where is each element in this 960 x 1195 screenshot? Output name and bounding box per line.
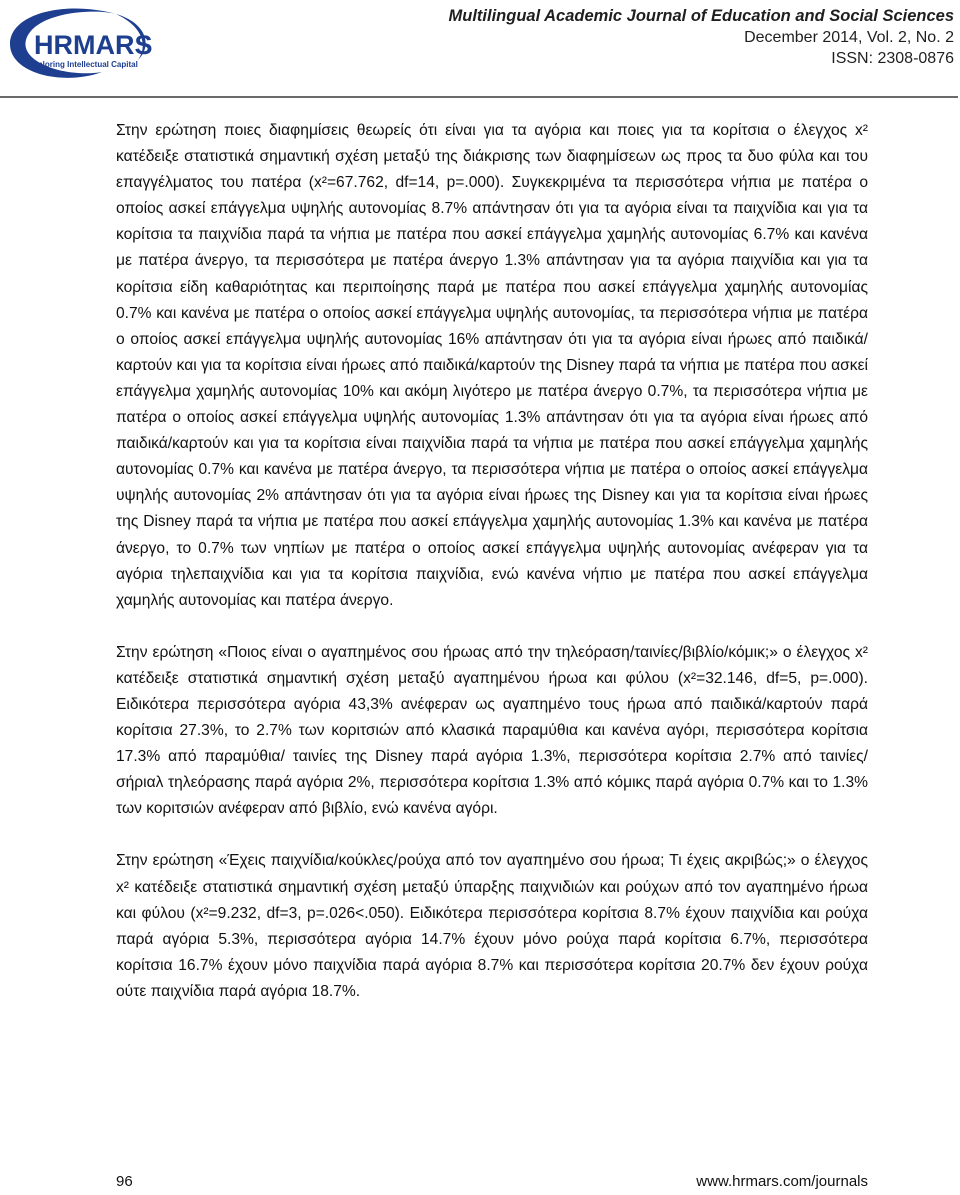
paragraph-3: Στην ερώτηση «Έχεις παιχνίδια/κούκλες/ρούχα από τον αγαπημένο σου ήρωα; Τι έχεις ακριβώς;» ο έλεγχος x² κατέδειξε στατιστικά σημαντική σχέση μεταξύ ύπαρξης παιχνιδιών και ρούχων από τον αγαπημένο ήρωα και φύλου (x²=9.232, df=3, p=.026<.050). Ειδικότερα περισσότερα κορίτσια 8.7% έχουν παιχνίδια και ρούχα παρά αγόρια 5.3%, περισσότερα αγόρια 14.7% έχουν μόνο ρούχα παρά κορίτσια 6.7%, περισσότερα κορίτσια 16.7% έχουν μόνο παιχνίδια παρά αγόρια 8.7% και περισσότερα κορίτσια 20.7% δεν έχουν ρούχα ούτε παιχνίδια παρά αγόρια 18.7%.	[116, 852, 868, 1000]
logo-brand: HRMARS	[34, 30, 153, 60]
page-number: 96	[116, 1173, 133, 1190]
article-body	[116, 118, 868, 1031]
journal-issn: ISSN: 2308-0876	[831, 50, 954, 67]
paragraph-1: Στην ερώτηση ποιες διαφημίσεις θεωρείς ότι είναι για τα αγόρια και ποιες για τα κορίτσια ο έλεγχος x² κατέδειξε στατιστικά σημαντική σχέση μεταξύ της διάκρισης των διαφημίσεων ως προς τα δυο φύλα και του επαγγέλματος του πατέρα (x²=67.762, df=14, p=.000). Συγκεκριμένα τα περισσότερα νήπια με πατέρα ο οποίος ασκεί επάγγελμα υψηλής αυτονομίας 8.7% απάντησαν ότι για τα αγόρια είναι τα παιχνίδια και για τα κορίτσια τα παιχνίδια παρά τα νήπια με πατέρα που ασκεί επάγγελμα χαμηλής αυτονομίας 6.7% και κανένα με πατέρα άνεργο, τα περισσότερα με πατέρα άνεργο 1.3% απάντησαν για τα αγόρια παιχνίδια και για τα κορίτσια είδη καθαριότητας και περιποίησης παρά με πατέρα που ασκεί επάγγελμα χαμηλής αυτονομίας 0.7% και κανένα με πατέρα ο οποίος ασκεί επάγγελμα υψηλής αυτονομίας, τα περισσότερα νήπια με πατέρα ο οποίος ασκεί επάγγελμα υψηλής αυτονομίας 16% απάντησαν ότι για τα αγόρια είναι ήρωες από παιδικά/καρτούν και για τα κορίτσια είναι ήρωες από παιδικά/καρτούν της Disney παρά τα νήπια με πατέρα που ασκεί επάγγελμα χαμηλής αυτονομίας 10% και ακόμη λιγότερο με πατέρα άνεργο 0.7%, τα περισσότερα νήπια με πατέρα ο οποίος ασκεί επάγγελμα υψηλής αυτονομίας 1.3% απάντησαν ότι για τα αγόρια είναι ήρωες από παιδικά/καρτούν και για τα κορίτσια είναι παιχνίδια παρά τα νήπια με πατέρα που ασκεί επάγγελμα χαμηλής αυτονομίας 0.7% και κανένα με πατέρα άνεργο, τα περισσότερα νήπια με πατέρα ο οποίος ασκεί επάγγελμα υψηλής αυτονομίας 2% απάντησαν ότι για τα αγόρια είναι ήρωες της Disney και για τα κορίτσια είναι ήρωες της Disney παρά τα νήπια με πατέρα που ασκεί επάγγελμα χαμηλής αυτονομίας 1.3% και κανένα με πατέρα άνεργο, το 0.7% των νηπίων με πατέρα ο οποίος ασκεί επάγγελμα υψηλής αυτονομίας ανέφεραν για τα αγόρια τηλεπαιχνίδια και για τα κορίτσια παιχνίδια, ενώ κανένα νήπιο με πατέρα που ασκεί επάγγελμα χαμηλής αυτονομίας και πατέρα άνεργο.	[116, 122, 868, 609]
hrmars-logo	[4, 4, 154, 82]
page-header	[0, 0, 960, 100]
logo-tagline: Exploring Intellectual Capital	[28, 60, 138, 69]
journal-issue: December 2014, Vol. 2, No. 2	[744, 29, 954, 46]
journal-info	[449, 6, 955, 69]
footer-url[interactable]: www.hrmars.com/journals	[696, 1173, 868, 1190]
paragraph-2: Στην ερώτηση «Ποιος είναι ο αγαπημένος σου ήρωας από την τηλεόραση/ταινίες/βιβλίο/κόμικ;» ο έλεγχος x² κατέδειξε στατιστικά σημαντική σχέση μεταξύ αγαπημένου ήρωα και φύλου (x²=32.146, df=5, p=.000). Ειδικότερα περισσότερα αγόρια 43,3% ανέφεραν ως αγαπημένο τους ήρωα από παιδικά/καρτούν παρά κορίτσια 27.3%, το 2.7% των κοριτσιών από κλασικά παραμύθια και κανένα αγόρι, περισσότερα κορίτσια 17.3% από παραμύθια/ ταινίες της Disney παρά αγόρια 1.3%, περισσότερα κορίτσια 2.7% από ταινίες/σήριαλ τηλεόρασης παρά αγόρια 2%, περισσότερα κορίτσια 1.3% από κόμικς παρά αγόρια 0.7% και το 1.3% των κοριτσιών ανέφεραν από βιβλίο, ενώ κανένα αγόρι.	[116, 643, 868, 818]
journal-name: Multilingual Academic Journal of Education and Social Sciences	[448, 7, 954, 25]
header-divider	[0, 96, 958, 98]
